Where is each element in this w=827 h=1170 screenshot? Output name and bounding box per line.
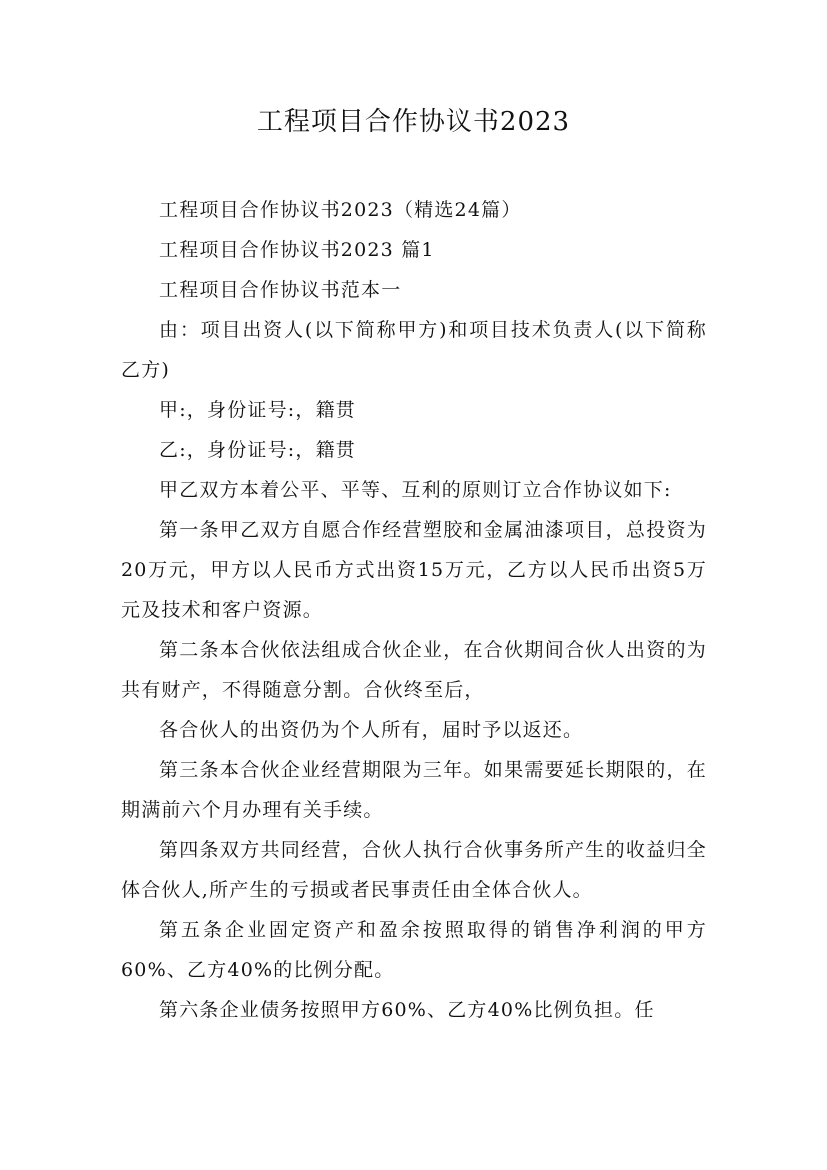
document-title: 工程项目合作协议书2023 [256, 107, 571, 137]
paragraph: 甲乙双方本着公平、平等、互利的原则订立合作协议如下: [159, 479, 672, 501]
document-body [121, 190, 707, 1030]
paragraph: 各合伙人的出资仍为个人所有，届时予以返还。 [159, 719, 584, 741]
paragraph: 第四条双方共同经营，合伙人执行合伙事务所产生的收益归全体合伙人,所产生的亏损或者民事责任由全体合伙人。 [121, 839, 707, 901]
paragraph: 工程项目合作协议书2023 篇1 [159, 239, 435, 261]
paragraph: 第五条企业固定资产和盈余按照取得的销售净利润的甲方60%、乙方40%的比例分配。 [121, 919, 707, 981]
paragraph: 第二条本合伙依法组成合伙企业，在合伙期间合伙人出资的为共有财产，不得随意分割。合伙终至后， [121, 639, 707, 701]
paragraph: 由：项目出资人(以下简称甲方)和项目技术负责人(以下简称乙方) [121, 319, 707, 381]
paragraph: 乙:，身份证号:，籍贯 [159, 439, 357, 461]
paragraph: 第六条企业债务按照甲方60%、乙方40%比例负担。任 [159, 999, 655, 1021]
paragraph: 工程项目合作协议书范本一 [159, 279, 402, 301]
paragraph: 甲:，身份证号:，籍贯 [159, 399, 357, 421]
paragraph: 第一条甲乙双方自愿合作经营塑胶和金属油漆项目，总投资为20万元，甲方以人民币方式出资15万元，乙方以人民币出资5万元及技术和客户资源。 [121, 519, 707, 621]
paragraph: 第三条本合伙企业经营期限为三年。如果需要延长期限的，在期满前六个月办理有关手续。 [121, 759, 707, 821]
paragraph: 工程项目合作协议书2023（精选24篇） [159, 199, 522, 221]
